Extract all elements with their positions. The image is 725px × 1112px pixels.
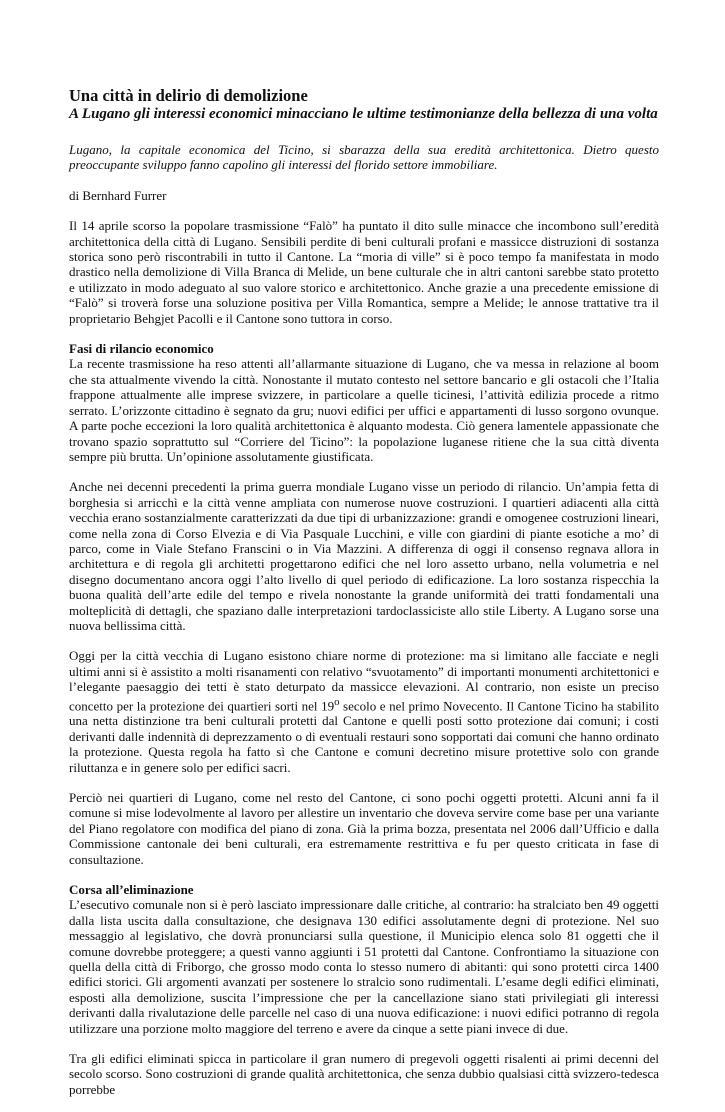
article-lead: Lugano, la capitale economica del Ticino, si sbarazza della sua eredità architettonica. Dietro questo preoccupante sviluppo fanno capolino gli interessi del florido settore immobiliare. bbox=[69, 142, 659, 173]
paragraph-4 bbox=[69, 648, 659, 775]
article-author: di Bernhard Furrer bbox=[69, 187, 167, 203]
ordinal-superscript: o bbox=[334, 695, 340, 708]
paragraph-5: Perciò nei quartieri di Lugano, come nel resto del Cantone, ci sono pochi oggetti protetti. Alcuni anni fa il comune si mise lodevolmente al lavoro per allestire un inventario che doveva servire come base per una variante del Piano regolatore con modifica del piano di zona. Già la prima bozza, presentata nel 2006 dall’Ufficio e dalla Commissione cantonale dei beni culturali, era estremamente restrittiva e fu per questo criticata in fase di consultazione. bbox=[69, 789, 659, 867]
paragraph-4-part-a: Oggi per la città vecchia di Lugano esistono chiare norme di protezione: ma si limitano alle facciate e negli ultimi anni si è assistito a molti risanamenti con relativo “svuotamento” di importanti monumenti architettonici e l’elegante paesaggio dei tetti è stato deturpato da massicce elevazioni. Al contrario, non esiste un preciso concetto per la protezione dei quartieri sorti nel 19 bbox=[69, 648, 659, 713]
paragraph-4-part-b: secolo e nel primo Novecento. Il Cantone Ticino ha stabilito una netta distinzione tra beni culturali protetti dal Cantone e quelli posti sotto protezione dai comuni; i costi derivanti dalle indennità di deprezzamento o di eventuali restauri sono sopportati dai comuni che hanno ordinato la protezione. Questa regola ha fatto sì che Cantone e comuni decretino misure protettive solo con grande riluttanza e in genere solo per edifici sacri. bbox=[69, 697, 659, 775]
paragraph-1: Il 14 aprile scorso la popolare trasmissione “Falò” ha puntato il dito sulle minacce che incombono sull’eredità architettonica della città di Lugano. Sensibili perdite di beni culturali profani e massicce distruzioni di sostanza storica sono però riscontrabili in tutto il Cantone. La “moria di ville” si è poco tempo fa manifestata in modo drastico nella demolizione di Villa Branca di Melide, un bene culturale che in altri cantoni sarebbe stato protetto e utilizzato in modo adeguato al suo valore storico e architettonico. Anche grazie a una precedente emissione di “Falò” si troverà forse una soluzione positiva per Villa Romantica, sempre a Melide; le annose trattative tra il proprietario Behgjet Pacolli e il Cantone sono tuttora in corso. bbox=[69, 218, 659, 326]
paragraph-6: L’esecutivo comunale non si è però lasciato impressionare dalle critiche, al contrario: ha stralciato ben 49 oggetti dalla lista uscita dalla consultazione, che designava 130 edifici assolutamente degni di protezione. Nel suo messaggio al legislativo, che dovrà pronunciarsi sulla questione, il Municipio elenca solo 81 oggetti che il comune dovrebbe proteggere; a questi vanno aggiunti i 51 protetti dal Cantone. Confrontiamo la situazione con quella della città di Friborgo, che grosso modo conta lo stesso numero di abitanti: qui sono protetti circa 1400 edifici storici. Gli argomenti avanzati per sostenere lo stralcio sono rudimentali. L’esame degli edifici eliminati, esposti alla demolizione, suscita l’impressione che per la cancellazione siano stati privilegiati gli interessi derivanti dalla rivalutazione delle parcelle nel caso di una nuova edificazione: i nuovi edifici potranno di regola utilizzare una porzione molto maggiore del terreno e avere da cinque a sette piani invece di due. bbox=[69, 897, 659, 1036]
section-heading-2: Corsa all’eliminazione bbox=[69, 881, 194, 897]
section-heading-1: Fasi di rilancio economico bbox=[69, 341, 214, 357]
paragraph-2: La recente trasmissione ha reso attenti all’allarmante situazione di Lugano, che va messa in relazione al boom che sta attualmente vivendo la città. Nonostante il mutato contesto nel settore bancario e gli ostacoli che l’Italia frappone attualmente alle imprese svizzere, in particolare a quelle ticinesi, l’attività edilizia procede a ritmo serrato. L’orizzonte cittadino è segnato da gru; nuovi edifici per uffici e appartamenti di lusso sorgono ovunque. A parte poche eccezioni la loro qualità architettonica è alquanto modesta. Ciò genera lamentele appassionate che trovano spazio soprattutto sul “Corriere del Ticino”: la popolazione luganese ritiene che la sua città diventa sempre più brutta. Un’opinione assolutamente giustificata. bbox=[69, 356, 659, 464]
article-subtitle: A Lugano gli interessi economici minacciano le ultime testimonianze della bellezza di una volta bbox=[69, 106, 658, 122]
article-title: Una città in delirio di demolizione bbox=[69, 86, 308, 105]
paragraph-3: Anche nei decenni precedenti la prima guerra mondiale Lugano visse un periodo di rilancio. Un’ampia fetta di borghesia si arricchì e la città venne ampliata con numerose nuove costruzioni. I quartieri adiacenti alla città vecchia erano sostanzialmente caratterizzati da due tipi di urbanizzazione: grandi e omogenee costruzioni lineari, come nella zona di Corso Elvezia e di Via Pasquale Lucchini, e ville con giardini di piante esotiche a mo’ di parco, come in Viale Stefano Franscini o in Via Mazzini. A differenza di oggi il consenso regnava allora in architettura e di regola gli architetti progettarono edifici che nel loro assetto urbano, nella volumetria e nel disegno documentano ancora oggi l’alto livello di quel periodo di edificazione. La loro sostanza rispecchia la buona qualità dell’arte edile del tempo e rivela nonostante la grande uniformità dei tratti fondamentali una molteplicità di dettagli, che spaziano dalle interpretazioni tardoclassiciste allo stile Liberty. A Lugano sorse una nuova bellissima città. bbox=[69, 479, 659, 633]
paragraph-7: Tra gli edifici eliminati spicca in particolare il gran numero di pregevoli oggetti risalenti ai primi decenni del secolo scorso. Sono costruzioni di grande qualità architettonica, che senza dubbio qualsiasi città svizzero-tedesca porrebbe bbox=[69, 1051, 659, 1097]
document-page bbox=[69, 86, 659, 1112]
